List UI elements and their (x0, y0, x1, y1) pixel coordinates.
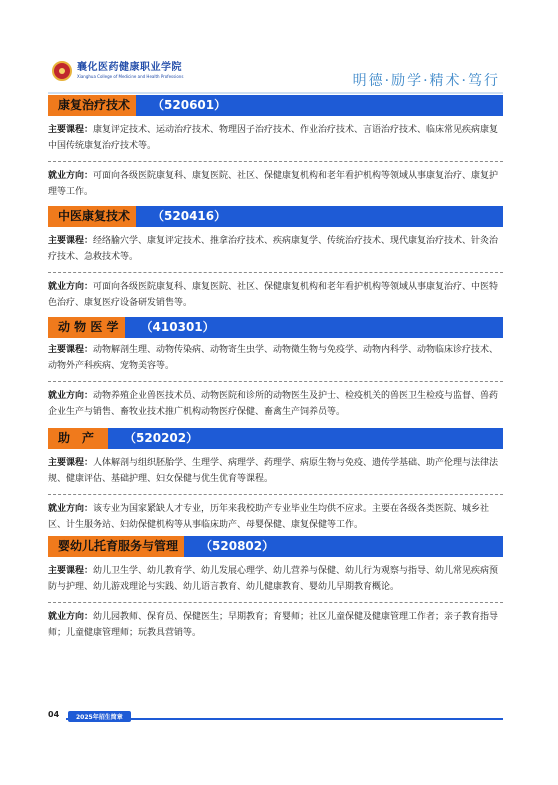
footer-tag: 2025年招生简章 (68, 711, 131, 722)
program-jobs (48, 388, 503, 420)
page-footer (48, 708, 503, 722)
program-code: （520601） (136, 95, 503, 116)
program-code: （410301） (125, 317, 503, 338)
program-title-bar (48, 317, 503, 338)
program-jobs (48, 279, 503, 311)
jobs-text: 可面向各级医院康复科、康复医院、社区、保健康复机构和老年看护机构等领域从事康复治疗、康复护理等工作。 (48, 171, 499, 197)
jobs-label: 就业方向： (48, 171, 94, 181)
courses-text: 康复评定技术、运动治疗技术、物理因子治疗技术、作业治疗技术、言语治疗技术、临床常见疾病康复中国传统康复治疗技术等。 (48, 125, 499, 151)
dashed-divider (48, 494, 503, 495)
program-jobs (48, 501, 503, 533)
jobs-label: 就业方向： (48, 282, 94, 292)
program-section (48, 428, 503, 533)
courses-label: 主要课程： (48, 566, 94, 576)
program-courses (48, 122, 503, 154)
program-name: 婴幼儿托育服务与管理 (48, 536, 184, 557)
program-name: 助 产 (48, 428, 108, 449)
courses-text: 动物解剖生理、动物传染病、动物寄生虫学、动物微生物与免疫学、动物内科学、动物临床诊疗技术、动物外产科疾病、宠物美容等。 (48, 345, 499, 371)
courses-label: 主要课程： (48, 345, 94, 355)
dashed-divider (48, 272, 503, 273)
program-title-bar (48, 95, 503, 116)
program-courses (48, 455, 503, 487)
program-section (48, 95, 503, 200)
program-section (48, 536, 503, 641)
school-name: 襄化医药健康职业学院 (77, 62, 182, 73)
program-name: 康复治疗技术 (48, 95, 136, 116)
courses-text: 幼儿卫生学、幼儿教育学、幼儿发展心理学、幼儿营养与保健、幼儿行为观察与指导、幼儿常见疾病预防与护理、幼儿游戏理论与实践、幼儿语言教育、幼儿健康教育、婴幼儿早期教育概论。 (48, 566, 499, 592)
dashed-divider (48, 381, 503, 382)
program-jobs (48, 609, 503, 641)
jobs-text: 幼儿园教师、保育员、保健医生；早期教育；育婴师；社区儿童保健及健康管理工作者；亲子教育指导师；儿童健康管理师；玩教具营销等。 (48, 612, 499, 638)
program-courses (48, 563, 503, 595)
courses-label: 主要课程： (48, 236, 94, 246)
program-title-bar (48, 536, 503, 557)
program-code: （520416） (136, 206, 503, 227)
program-list (48, 94, 503, 641)
program-name: 动 物 医 学 (48, 317, 125, 338)
jobs-label: 就业方向： (48, 612, 94, 622)
jobs-text: 该专业为国家紧缺人才专业，历年来我校助产专业毕业生均供不应求。主要在各级各类医院、城乡社区、计生服务站、妇幼保健机构等从事临床助产、母婴保健、康复保健等工作。 (48, 504, 490, 530)
school-emblem-icon (52, 61, 72, 81)
jobs-text: 动物养殖企业兽医技术员、动物医院和诊所的动物医生及护士、检疫机关的兽医卫生检疫与监督、兽药企业生产与销售、畜牧业技术推广机构动物医疗保健、畜禽生产饲养员等。 (48, 391, 499, 417)
page-number: 04 (48, 710, 60, 719)
program-section (48, 206, 503, 311)
program-code: （520202） (108, 428, 503, 449)
courses-text: 人体解剖与组织胚胎学、生理学、病理学、药理学、病原生物与免疫、遗传学基础、助产伦理与法律法规、健康评估、基础护理、妇女保健与优生优育等课程。 (48, 458, 499, 484)
courses-text: 经络腧穴学、康复评定技术、推拿治疗技术、疾病康复学、传统治疗技术、现代康复治疗技术、针灸治疗技术、急救技术等。 (48, 236, 499, 262)
program-name: 中医康复技术 (48, 206, 136, 227)
program-courses (48, 233, 503, 265)
dashed-divider (48, 161, 503, 162)
school-motto: 明德·励学·精术·笃行 (352, 73, 500, 89)
footer-line (66, 718, 503, 720)
jobs-text: 可面向各级医院康复科、康复医院、社区、保健康复机构和老年看护机构等领域从事康复治疗、中医特色治疗、康复医疗设备研发销售等。 (48, 282, 499, 308)
program-section (48, 317, 503, 420)
school-logo (52, 61, 183, 81)
program-code: （520802） (184, 536, 503, 557)
page-header (0, 0, 558, 92)
courses-label: 主要课程： (48, 125, 94, 135)
program-title-bar (48, 428, 503, 449)
program-title-bar (48, 206, 503, 227)
program-courses (48, 342, 503, 374)
dashed-divider (48, 602, 503, 603)
school-name-en: Xianghua College of Medicine and Health Professions (77, 74, 184, 79)
program-jobs (48, 168, 503, 200)
courses-label: 主要课程： (48, 458, 94, 468)
jobs-label: 就业方向： (48, 504, 94, 514)
jobs-label: 就业方向： (48, 391, 94, 401)
